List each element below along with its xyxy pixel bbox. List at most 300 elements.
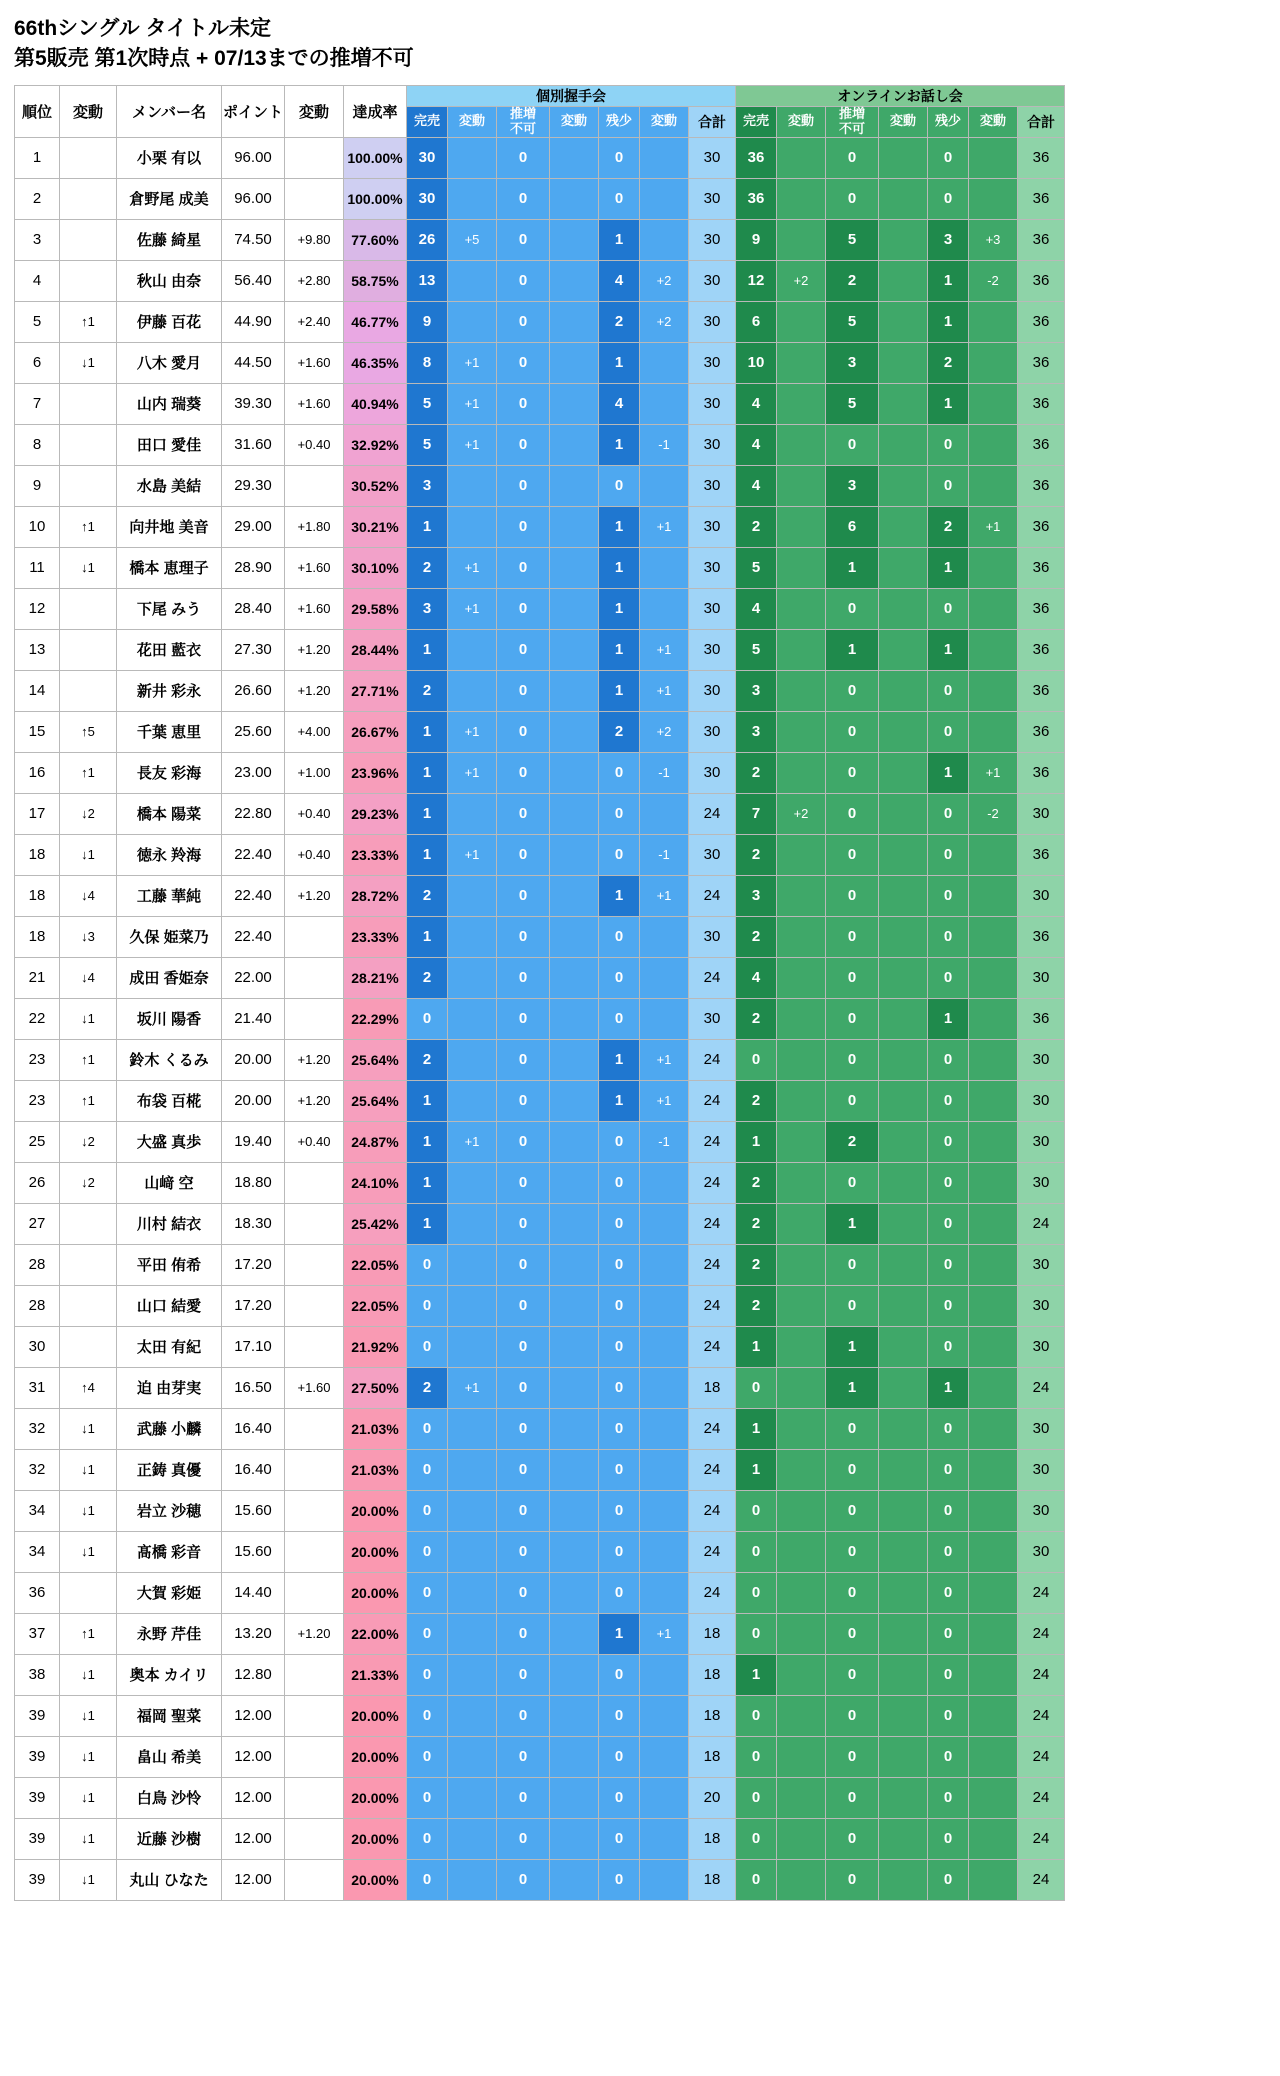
hs-total-cell: 24 [689,1326,736,1367]
rank-move-cell: ↓1 [60,1777,117,1818]
page-title: 66thシングル タイトル未定 [14,17,272,40]
hs-few-cell: 1 [599,1613,640,1654]
point-move-cell [285,1449,344,1490]
hs-total-cell: 24 [689,875,736,916]
hs-few-move-cell [640,957,689,998]
hs-sold-move-cell [448,1654,497,1695]
hs-sold-cell: 5 [407,383,448,424]
point-cell: 15.60 [222,1490,285,1531]
member-name-cell: 久保 姫菜乃 [117,916,222,957]
ol-few-cell: 3 [928,219,969,260]
point-cell: 22.40 [222,916,285,957]
hs-noadd-cell: 0 [497,1408,550,1449]
ol-sold-cell: 2 [736,506,777,547]
rank-cell: 38 [15,1654,60,1695]
hs-few-cell: 0 [599,998,640,1039]
ol-total-cell: 30 [1018,793,1065,834]
ol-sold-move-cell [777,998,826,1039]
ol-sold-move-cell [777,1490,826,1531]
ol-sold-move-cell [777,1326,826,1367]
rate-cell: 20.00% [344,1572,407,1613]
rate-cell: 29.23% [344,793,407,834]
point-cell: 29.00 [222,506,285,547]
member-name-cell: 福岡 聖菜 [117,1695,222,1736]
hs-sold-cell: 0 [407,1449,448,1490]
hs-sold-cell: 13 [407,260,448,301]
point-cell: 20.00 [222,1039,285,1080]
rank-cell: 6 [15,342,60,383]
ol-noadd-cell: 0 [826,1777,879,1818]
ol-few-cell: 0 [928,1039,969,1080]
ol-sold-move-cell [777,1367,826,1408]
ol-sold-cell: 1 [736,1326,777,1367]
ol-sold-move-cell [777,1121,826,1162]
hs-sold-cell: 0 [407,1244,448,1285]
hs-noadd-move-cell [550,547,599,588]
ol-few-move-cell [969,342,1018,383]
ol-sold-cell: 4 [736,957,777,998]
table-row [15,383,1065,424]
group-header-handshake: 個別握手会 [407,85,736,106]
hs-few-move-cell: +2 [640,711,689,752]
hs-sold-move-cell [448,1695,497,1736]
ol-noadd-move-cell [879,1408,928,1449]
hs-sold-move-cell [448,1080,497,1121]
rate-cell: 30.21% [344,506,407,547]
hs-total-cell: 30 [689,342,736,383]
table-row [15,465,1065,506]
ol-noadd-move-cell [879,711,928,752]
ol-few-cell: 0 [928,424,969,465]
rank-cell: 4 [15,260,60,301]
member-name-cell: 白鳥 沙怜 [117,1777,222,1818]
hs-sold-cell: 0 [407,1490,448,1531]
ol-sold-cell: 4 [736,383,777,424]
member-name-cell: 倉野尾 成美 [117,178,222,219]
ol-few-move-cell [969,424,1018,465]
rate-cell: 22.05% [344,1244,407,1285]
ol-sold-move-cell [777,1818,826,1859]
ol-few-cell: 0 [928,1572,969,1613]
ol-noadd-cell: 0 [826,1736,879,1777]
rate-cell: 46.35% [344,342,407,383]
member-name-cell: 下尾 みう [117,588,222,629]
hs-few-move-cell [640,465,689,506]
point-move-cell: +4.00 [285,711,344,752]
rank-move-cell: ↓1 [60,1654,117,1695]
hs-few-move-cell: -1 [640,424,689,465]
ol-total-cell: 36 [1018,219,1065,260]
ol-few-cell: 1 [928,998,969,1039]
ol-few-cell: 0 [928,916,969,957]
ol-total-cell: 30 [1018,1408,1065,1449]
hs-total-cell: 24 [689,1203,736,1244]
hs-noadd-move-cell [550,1039,599,1080]
rate-cell: 22.05% [344,1285,407,1326]
hs-few-cell: 0 [599,1695,640,1736]
ol-noadd-cell: 0 [826,1695,879,1736]
ol-few-move-cell [969,383,1018,424]
ol-few-cell: 0 [928,957,969,998]
ol-sold-cell: 2 [736,1162,777,1203]
point-cell: 12.00 [222,1695,285,1736]
ol-total-cell: 30 [1018,1039,1065,1080]
ol-noadd-cell: 5 [826,219,879,260]
ol-few-move-cell [969,301,1018,342]
ol-few-cell: 0 [928,1818,969,1859]
header-ol-total: 合計 [1018,106,1065,137]
hs-sold-move-cell [448,1203,497,1244]
point-move-cell [285,1244,344,1285]
point-cell: 16.50 [222,1367,285,1408]
ol-sold-move-cell [777,137,826,178]
ol-few-move-cell: +3 [969,219,1018,260]
point-cell: 22.40 [222,875,285,916]
header-member-name: メンバー名 [117,85,222,137]
member-name-cell: 大盛 真歩 [117,1121,222,1162]
rank-move-cell [60,219,117,260]
header-rank-move: 変動 [60,85,117,137]
ol-few-move-cell [969,1408,1018,1449]
ol-few-move-cell [969,1203,1018,1244]
ol-sold-cell: 0 [736,1695,777,1736]
ol-few-move-cell: -2 [969,793,1018,834]
ol-noadd-move-cell [879,957,928,998]
hs-noadd-move-cell [550,711,599,752]
ol-noadd-cell: 1 [826,547,879,588]
ol-few-move-cell [969,1695,1018,1736]
member-name-cell: 畠山 希美 [117,1736,222,1777]
rank-move-cell: ↓1 [60,547,117,588]
ol-few-move-cell [969,1449,1018,1490]
ol-noadd-cell: 0 [826,834,879,875]
ol-sold-cell: 36 [736,137,777,178]
rank-move-cell: ↓1 [60,1736,117,1777]
hs-noadd-move-cell [550,342,599,383]
member-name-cell: 太田 有紀 [117,1326,222,1367]
hs-noadd-move-cell [550,1490,599,1531]
ol-sold-cell: 3 [736,875,777,916]
ol-noadd-move-cell [879,629,928,670]
ol-total-cell: 30 [1018,1080,1065,1121]
table-row [15,137,1065,178]
hs-noadd-move-cell [550,588,599,629]
rank-cell: 37 [15,1613,60,1654]
hs-noadd-cell: 0 [497,465,550,506]
point-move-cell [285,465,344,506]
point-move-cell [285,1695,344,1736]
rank-move-cell [60,670,117,711]
hs-noadd-move-cell [550,1121,599,1162]
hs-total-cell: 30 [689,260,736,301]
hs-noadd-cell: 0 [497,629,550,670]
hs-total-cell: 24 [689,1572,736,1613]
hs-noadd-move-cell [550,301,599,342]
hs-noadd-move-cell [550,1736,599,1777]
page-subtitle: 第5販売 第1次時点 + 07/13までの推増不可 [14,47,414,71]
ol-sold-move-cell [777,670,826,711]
ol-sold-cell: 5 [736,547,777,588]
table-row [15,998,1065,1039]
hs-sold-move-cell [448,793,497,834]
ol-few-move-cell [969,1736,1018,1777]
hs-sold-move-cell: +1 [448,383,497,424]
hs-few-cell: 0 [599,916,640,957]
hs-sold-cell: 1 [407,1203,448,1244]
header-hs-noadd-move: 変動 [550,106,599,137]
hs-few-move-cell [640,1859,689,1900]
table-row [15,219,1065,260]
table-row [15,752,1065,793]
point-move-cell [285,916,344,957]
rank-cell: 17 [15,793,60,834]
point-cell: 29.30 [222,465,285,506]
rank-cell: 28 [15,1285,60,1326]
member-name-cell: 新井 彩永 [117,670,222,711]
ol-noadd-cell: 0 [826,752,879,793]
ol-few-cell: 0 [928,670,969,711]
hs-sold-cell: 0 [407,1777,448,1818]
rank-cell: 12 [15,588,60,629]
table-body [15,137,1065,1900]
hs-sold-cell: 30 [407,178,448,219]
ol-sold-move-cell [777,875,826,916]
rank-cell: 39 [15,1695,60,1736]
point-move-cell: +1.60 [285,547,344,588]
member-name-cell: 佐藤 綺星 [117,219,222,260]
header-hs-few-move: 変動 [640,106,689,137]
ol-noadd-cell: 1 [826,1326,879,1367]
rank-cell: 14 [15,670,60,711]
hs-noadd-cell: 0 [497,1449,550,1490]
hs-sold-cell: 0 [407,998,448,1039]
rank-cell: 22 [15,998,60,1039]
ol-few-move-cell [969,875,1018,916]
hs-few-cell: 4 [599,260,640,301]
hs-sold-move-cell: +1 [448,711,497,752]
point-cell: 26.60 [222,670,285,711]
hs-total-cell: 18 [689,1736,736,1777]
ol-few-move-cell [969,1285,1018,1326]
ol-sold-cell: 2 [736,834,777,875]
hs-total-cell: 30 [689,670,736,711]
point-cell: 15.60 [222,1531,285,1572]
point-cell: 16.40 [222,1408,285,1449]
member-name-cell: 迫 由芽実 [117,1367,222,1408]
point-cell: 74.50 [222,219,285,260]
rank-cell: 2 [15,178,60,219]
ol-few-move-cell [969,1818,1018,1859]
hs-few-cell: 0 [599,178,640,219]
hs-few-cell: 0 [599,1162,640,1203]
point-cell: 19.40 [222,1121,285,1162]
member-name-cell: 徳永 羚海 [117,834,222,875]
ol-total-cell: 36 [1018,547,1065,588]
ol-sold-cell: 6 [736,301,777,342]
ol-sold-move-cell [777,424,826,465]
ol-few-move-cell [969,834,1018,875]
ol-noadd-cell: 0 [826,1654,879,1695]
ol-few-move-cell [969,1859,1018,1900]
header-ol-noadd-move: 変動 [879,106,928,137]
ol-noadd-cell: 0 [826,1285,879,1326]
point-cell: 17.20 [222,1285,285,1326]
ol-few-cell: 0 [928,1859,969,1900]
ol-noadd-move-cell [879,1367,928,1408]
hs-few-move-cell [640,178,689,219]
ol-sold-move-cell [777,1613,826,1654]
hs-noadd-move-cell [550,1818,599,1859]
ol-few-move-cell [969,1326,1018,1367]
hs-noadd-cell: 0 [497,916,550,957]
table-row [15,711,1065,752]
table-row [15,1121,1065,1162]
ol-sold-cell: 3 [736,670,777,711]
ol-noadd-move-cell [879,670,928,711]
ol-sold-cell: 12 [736,260,777,301]
table-row [15,1613,1065,1654]
ol-noadd-move-cell [879,1162,928,1203]
header-rate: 達成率 [344,85,407,137]
table-row [15,1490,1065,1531]
point-move-cell: +2.80 [285,260,344,301]
rate-cell: 21.03% [344,1408,407,1449]
hs-noadd-move-cell [550,137,599,178]
ol-sold-move-cell [777,916,826,957]
point-cell: 12.00 [222,1859,285,1900]
hs-few-cell: 1 [599,588,640,629]
ol-total-cell: 36 [1018,383,1065,424]
rate-cell: 21.92% [344,1326,407,1367]
hs-few-move-cell [640,1203,689,1244]
ol-few-move-cell [969,1654,1018,1695]
hs-few-cell: 0 [599,137,640,178]
hs-total-cell: 30 [689,178,736,219]
ol-total-cell: 36 [1018,301,1065,342]
hs-total-cell: 30 [689,301,736,342]
hs-sold-move-cell [448,1736,497,1777]
ol-total-cell: 24 [1018,1654,1065,1695]
hs-few-move-cell: +1 [640,1613,689,1654]
point-move-cell [285,1203,344,1244]
rank-move-cell [60,137,117,178]
hs-total-cell: 30 [689,137,736,178]
ol-sold-cell: 2 [736,752,777,793]
ol-sold-cell: 9 [736,219,777,260]
hs-total-cell: 30 [689,629,736,670]
hs-noadd-cell: 0 [497,1859,550,1900]
hs-noadd-move-cell [550,1654,599,1695]
rank-cell: 32 [15,1408,60,1449]
hs-total-cell: 24 [689,1285,736,1326]
hs-total-cell: 30 [689,219,736,260]
rate-cell: 23.33% [344,834,407,875]
hs-noadd-move-cell [550,1572,599,1613]
hs-few-move-cell: -1 [640,834,689,875]
header-ol-sold-move: 変動 [777,106,826,137]
point-cell: 96.00 [222,137,285,178]
hs-noadd-cell: 0 [497,1777,550,1818]
member-name-cell: 正鋳 真優 [117,1449,222,1490]
hs-total-cell: 24 [689,1080,736,1121]
hs-few-move-cell: +1 [640,670,689,711]
hs-sold-move-cell [448,998,497,1039]
table-row [15,793,1065,834]
member-name-cell: 花田 藍衣 [117,629,222,670]
table-row [15,957,1065,998]
rank-move-cell: ↓1 [60,1408,117,1449]
hs-few-cell: 1 [599,1039,640,1080]
hs-total-cell: 30 [689,383,736,424]
hs-sold-move-cell: +5 [448,219,497,260]
hs-sold-cell: 30 [407,137,448,178]
hs-noadd-move-cell [550,916,599,957]
point-move-cell [285,1162,344,1203]
rank-cell: 39 [15,1859,60,1900]
member-name-cell: 大賀 彩姫 [117,1572,222,1613]
hs-noadd-move-cell [550,1080,599,1121]
table-row [15,1326,1065,1367]
hs-sold-move-cell [448,1613,497,1654]
ol-few-cell: 0 [928,875,969,916]
point-cell: 56.40 [222,260,285,301]
ol-noadd-move-cell [879,424,928,465]
point-move-cell: +1.00 [285,752,344,793]
hs-sold-move-cell [448,1244,497,1285]
rank-move-cell [60,1326,117,1367]
hs-few-cell: 1 [599,629,640,670]
table-row [15,1572,1065,1613]
ol-total-cell: 36 [1018,342,1065,383]
point-move-cell: +0.40 [285,834,344,875]
ol-few-move-cell [969,547,1018,588]
hs-noadd-cell: 0 [497,752,550,793]
ol-few-cell: 0 [928,1449,969,1490]
rate-cell: 46.77% [344,301,407,342]
rate-cell: 20.00% [344,1736,407,1777]
rate-cell: 25.42% [344,1203,407,1244]
hs-noadd-move-cell [550,465,599,506]
ol-noadd-move-cell [879,137,928,178]
point-cell: 31.60 [222,424,285,465]
hs-total-cell: 18 [689,1695,736,1736]
rank-move-cell [60,1285,117,1326]
ol-sold-move-cell [777,1695,826,1736]
ol-few-cell: 0 [928,137,969,178]
ol-sold-move-cell: +2 [777,260,826,301]
hs-few-cell: 2 [599,301,640,342]
rank-move-cell: ↑1 [60,752,117,793]
ol-few-move-cell [969,1039,1018,1080]
ol-few-move-cell [969,629,1018,670]
ol-noadd-move-cell [879,1736,928,1777]
rank-cell: 39 [15,1818,60,1859]
ol-noadd-cell: 0 [826,1531,879,1572]
hs-noadd-cell: 0 [497,219,550,260]
table-row [15,260,1065,301]
group-header-row [15,85,1065,106]
member-name-cell: 山﨑 空 [117,1162,222,1203]
hs-few-move-cell [640,1531,689,1572]
hs-few-move-cell: +1 [640,1080,689,1121]
hs-noadd-move-cell [550,793,599,834]
rate-cell: 24.87% [344,1121,407,1162]
hs-total-cell: 24 [689,1162,736,1203]
table-head [15,85,1065,137]
ol-total-cell: 24 [1018,1859,1065,1900]
rate-cell: 100.00% [344,137,407,178]
hs-sold-cell: 1 [407,711,448,752]
